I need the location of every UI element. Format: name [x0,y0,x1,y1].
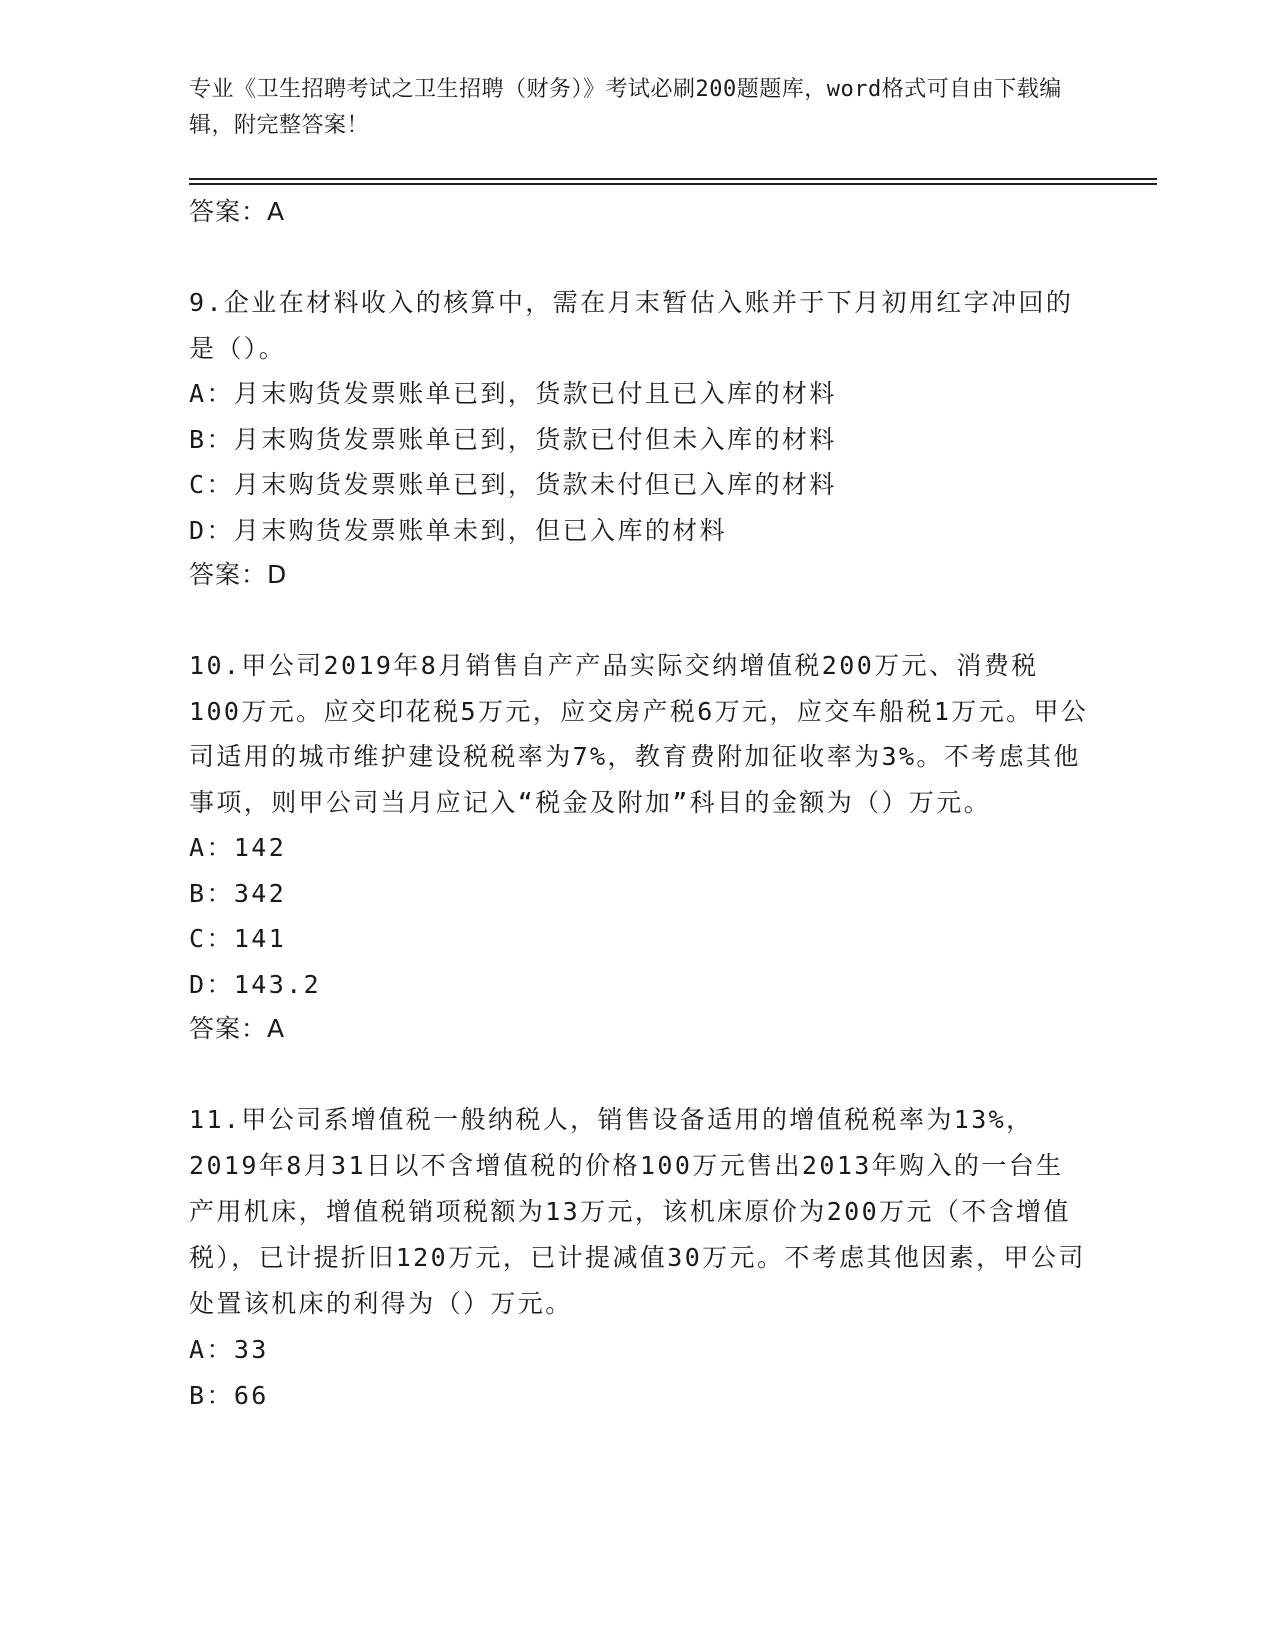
question-text: 10.甲公司2019年8月销售自产产品实际交纳增值税200万元、消费税100万元。应交印花税5万元，应交房产税6万元，应交车船税1万元。甲公司适用的城市维护建设税税率为7%，教育费附加征收率为3%。不考虑其他事项，则甲公司当月应记入“税金及附加”科目的金额为（）万元。 [189,651,1089,817]
option-a: A：33 [189,1335,269,1364]
document-header: 专业《卫生招聘考试之卫生招聘（财务）》考试必刷200题题库，word格式可自由下载编辑，附完整答案！ [189,77,1062,138]
answer-line: 答案：A [189,1014,286,1043]
option-d: D：月末购货发票账单未到，但已入库的材料 [189,515,728,545]
question-list [189,190,1089,1419]
option-b: B：月末购货发票账单已到，货款已付但未入库的材料 [189,424,837,454]
question-text: 9.企业在材料收入的核算中，需在月末暂估入账并于下月初用红字冲回的是（）。 [189,288,1074,363]
option-a: A：月末购货发票账单已到，货款已付且已入库的材料 [189,379,837,408]
option-b: B：66 [189,1381,269,1410]
header-rule-bottom [189,183,1157,185]
option-a: A：142 [189,833,287,862]
question-10 [189,643,1089,1051]
option-b: B：342 [189,878,287,908]
option-c: C：141 [189,924,287,953]
option-d: D：143.2 [189,969,322,999]
header-rule-top [189,178,1157,180]
question-9 [189,280,1089,597]
option-c: C：月末购货发票账单已到，货款未付但已入库的材料 [189,470,837,499]
question-11 [189,1097,1089,1419]
question-text: 11.甲公司系增值税一般纳税人，销售设备适用的增值税税率为13%，2019年8月31日以不含增值税的价格100万元售出2013年购入的一台生产用机床，增值税销项税额为13万元，该机床原价为200万元（不含增值税），已计提折旧120万元，已计提减值30万元。不考虑其他因素，甲公司处置该机床的利得为（）万元。 [189,1105,1086,1318]
answer-line: 答案：D [189,560,288,589]
answer-line: 答案：A [189,197,286,226]
